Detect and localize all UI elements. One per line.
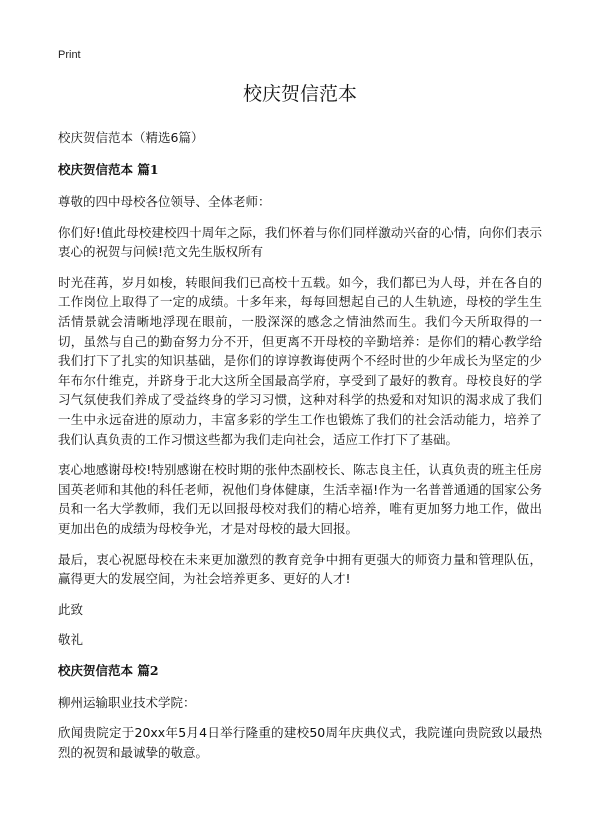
letter1-salutation: 尊敬的四中母校各位领导、全体老师：: [58, 194, 271, 209]
letter1-paragraph-3: 衷心地感谢母校!特别感谢在校时期的张仲杰副校长、陈志良主任，认真负责的班主任房国英老师和其他的科任老师，祝他们身体健康，生活幸福!作为一名普普通通的国家公务员和一名大学教师，我们无以回报母校对我们的精心培养，唯有更加努力地工作，做出更加出色的成绩为母校争光，才是对母校的最大回报。: [58, 462, 542, 536]
document-title: 校庆贺信范本: [242, 83, 357, 105]
letter1-paragraph-1: 你们好!值此母校建校四十周年之际，我们怀着与你们同样激动兴奋的心情，向你们表示衷心的祝贺与问候!范文先生版权所有: [58, 224, 542, 260]
letter2-paragraph-1: 欣闻贵院定于20xx年5月4日举行隆重的建校50周年庆典仪式，我院谨向贵院致以最热烈的祝贺和最诚挚的敬意。: [58, 725, 542, 761]
letter1-heading: 校庆贺信范本 篇1: [58, 162, 159, 177]
document-subtitle: 校庆贺信范本（精选6篇）: [58, 130, 204, 145]
letter2-salutation: 柳州运输职业技术学院：: [58, 694, 196, 710]
letter1-closing-1: 此致: [58, 601, 84, 617]
letter2-heading: 校庆贺信范本 篇2: [58, 662, 159, 678]
letter1-closing-2: 敬礼: [58, 632, 84, 648]
letter1-paragraph-4: 最后，衷心祝愿母校在未来更加激烈的教育竞争中拥有更强大的师资力量和管理队伍，赢得更大的发展空间，为社会培养更多、更好的人才!: [58, 551, 542, 587]
letter1-paragraph-2: 时光荏苒，岁月如梭，转眼间我们已高校十五载。如今，我们都已为人母，并在各自的工作岗位上取得了一定的成绩。十多年来，每每回想起自己的人生轨迹，母校的学生生活情景就会清晰地浮现在眼前，一股深深的感念之情油然而生。我们今天所取得的一切，虽然与自己的勤奋努力分不开，但更离不开母校的辛勤培养：是你们的精心教学给我们打下了扎实的知识基础，是你们的谆谆教诲使两个不经时世的少年成长为坚定的少年布尔什维克，并跻身于北大这所全国最高学府，享受到了最好的教育。母校良好的学习气氛使我们养成了受益终身的学习习惯，这种对科学的热爱和对知识的渴求成了我们一生中永远奋进的原动力，丰富多彩的学生工作也锻炼了我们的社会活动能力，培养了我们认真负责的工作习惯这些都为我们走向社会，适应工作打下了基础。: [58, 274, 542, 447]
print-label[interactable]: Print: [58, 49, 81, 61]
